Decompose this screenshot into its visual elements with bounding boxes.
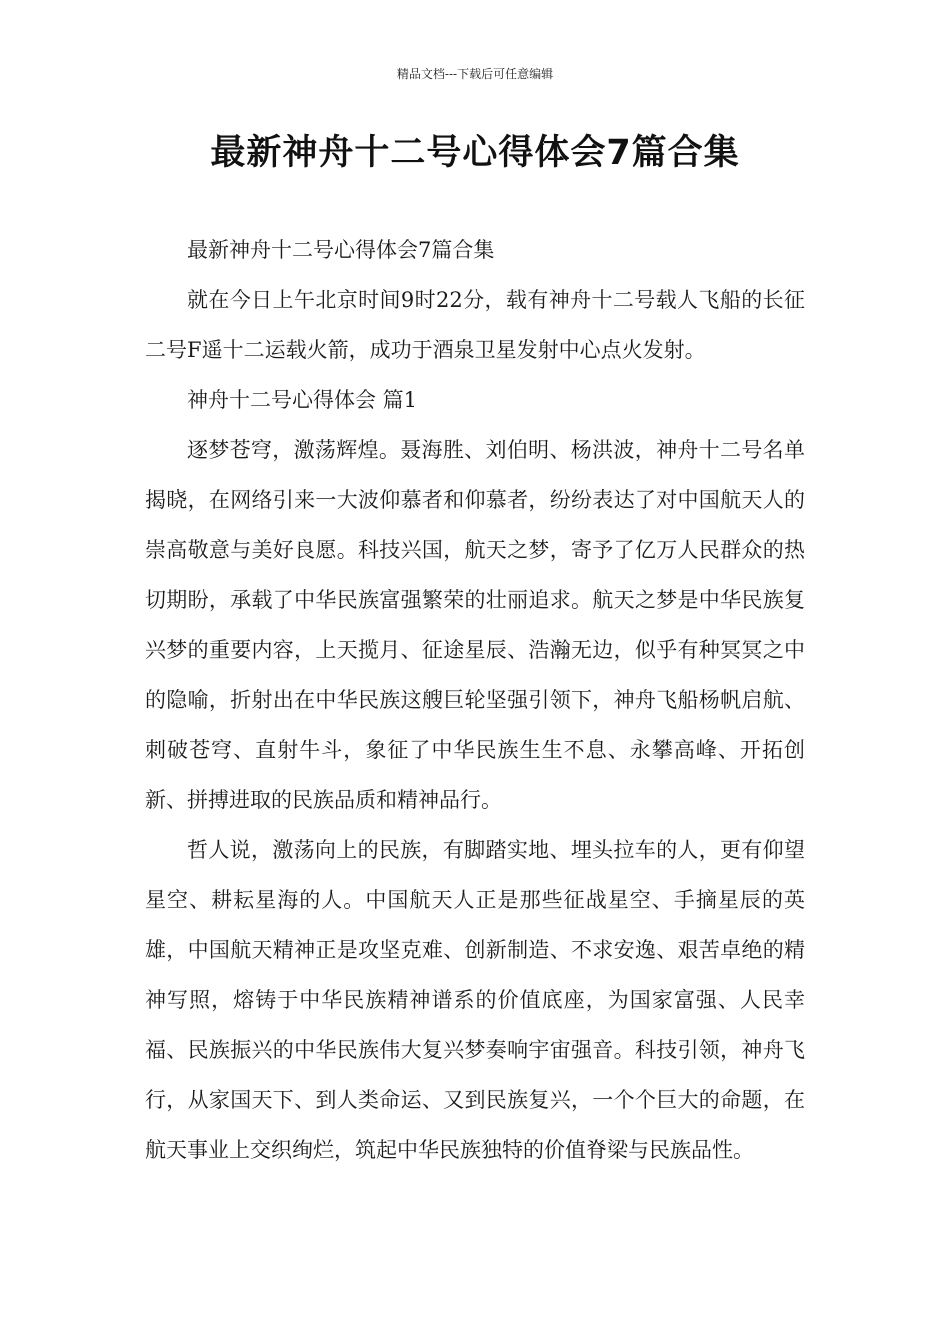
paragraph-intro: 就在今日上午北京时间9时22分，载有神舟十二号载人飞船的长征二号F遥十二运载火箭，成功于酒泉卫星发射中心点火发射。 <box>145 288 805 362</box>
paragraph: 哲人说，激荡向上的民族，有脚踏实地、埋头拉车的人，更有仰望星空、耕耘星海的人。中国航天人正是那些征战星空、手摘星辰的英雄，中国航天精神正是攻坚克难、创新制造、不求安逸、艰苦卓绝的精神写照，熔铸于中华民族精神谱系的价值底座，为国家富强、人民幸福、民族振兴的中华民族伟大复兴梦奏响宇宙强音。科技引领，神舟飞行，从家国天下、到人类命运、又到民族复兴，一个个巨大的命题，在航天事业上交织绚烂，筑起中华民族独特的价值脊梁与民族品性。 <box>145 838 805 1162</box>
paragraph-subtitle: 最新神舟十二号心得体会7篇合集 <box>187 238 495 262</box>
page-header: 精品文档---下载后可任意编辑 <box>396 67 554 81</box>
document-title: 最新神舟十二号心得体会7篇合集 <box>210 133 740 173</box>
section-heading: 神舟十二号心得体会 篇1 <box>187 388 418 412</box>
document-body <box>145 225 805 1175</box>
paragraph: 逐梦苍穹，激荡辉煌。聂海胜、刘伯明、杨洪波，神舟十二号名单揭晓，在网络引来一大波仰慕者和仰慕者，纷纷表达了对中国航天人的崇高敬意与美好良愿。科技兴国，航天之梦，寄予了亿万人民群众的热切期盼，承载了中华民族富强繁荣的壮丽追求。航天之梦是中华民族复兴梦的重要内容，上天揽月、征途星辰、浩瀚无边，似乎有种冥冥之中的隐喻，折射出在中华民族这艘巨轮坚强引领下，神舟飞船杨帆启航、刺破苍穹、直射牛斗，象征了中华民族生生不息、永攀高峰、开拓创新、拼搏进取的民族品质和精神品行。 <box>145 438 805 812</box>
